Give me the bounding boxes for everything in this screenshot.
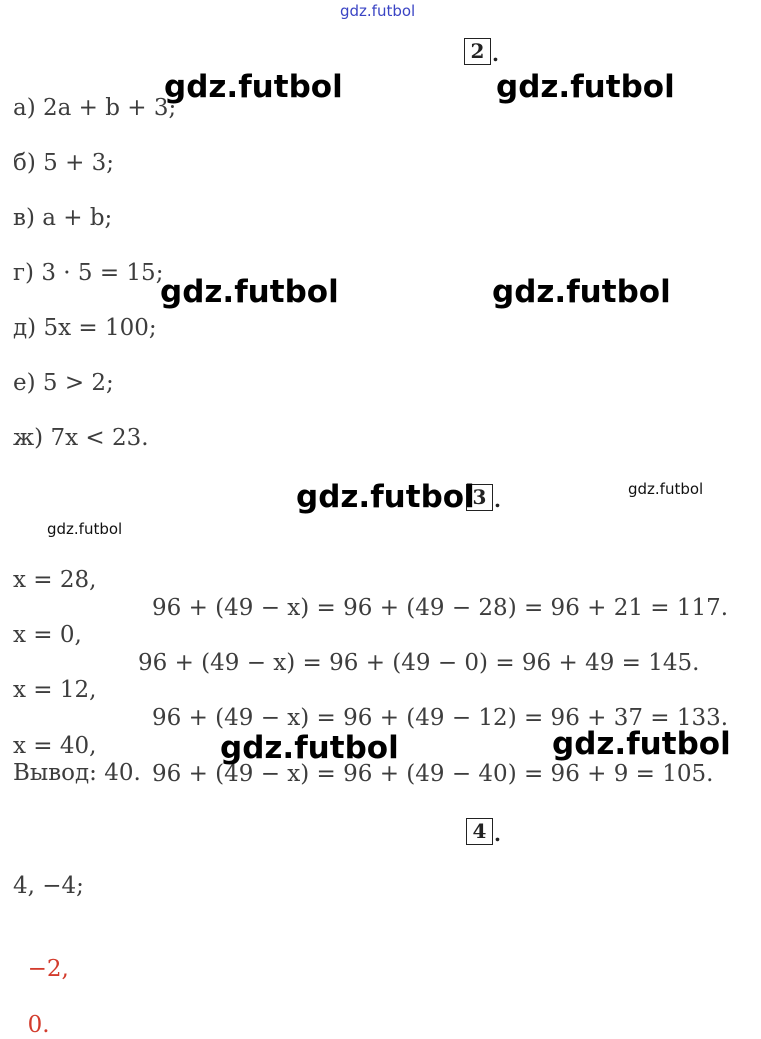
watermark-3: gdz.futbol bbox=[160, 274, 339, 310]
section-2-line-b: б) 5 + 3; bbox=[13, 150, 115, 176]
expression: 96 + (49 − x) = 96 + (49 − 28) = 96 + 21 = 117. bbox=[152, 595, 729, 621]
section-4-line-2 bbox=[13, 927, 69, 1039]
answer-zero: 0. bbox=[27, 1012, 50, 1038]
expression: 96 + (49 − x) = 96 + (49 − 40) = 96 + 9 = 105. bbox=[152, 761, 714, 787]
section-3-conclusion: Вывод: 40. bbox=[13, 760, 141, 786]
watermark-7: gdz.futbol bbox=[47, 520, 123, 538]
watermark-6: gdz.futbol bbox=[628, 480, 704, 498]
section-3-row-1 bbox=[0, 538, 761, 621]
section-2-dot: . bbox=[492, 42, 499, 66]
watermark-1: gdz.futbol bbox=[164, 69, 343, 105]
section-3-row-2 bbox=[0, 593, 761, 676]
expression: 96 + (49 − x) = 96 + (49 − 12) = 96 + 37 = 133. bbox=[152, 705, 729, 731]
section-4-line-1: 4, −4; bbox=[13, 873, 84, 899]
x-value: x = 28, bbox=[13, 567, 97, 593]
section-4-number: 4 bbox=[466, 818, 493, 845]
section-3-dot: . bbox=[494, 488, 501, 512]
answer-neg-two: −2, bbox=[27, 956, 69, 982]
watermark-9: gdz.futbol bbox=[552, 726, 731, 762]
x-value: x = 12, bbox=[13, 677, 97, 703]
section-2-line-v: в) a + b; bbox=[13, 205, 113, 231]
watermark-2: gdz.futbol bbox=[496, 69, 675, 105]
watermark-4: gdz.futbol bbox=[492, 274, 671, 310]
section-3-row-3 bbox=[0, 648, 761, 731]
section-4-dot: . bbox=[494, 822, 501, 846]
section-2-line-e: е) 5 > 2; bbox=[13, 370, 114, 396]
section-3-number: 3 bbox=[466, 484, 493, 511]
watermark-5: gdz.futbol bbox=[296, 479, 475, 515]
watermark-top: gdz.futbol bbox=[340, 2, 416, 20]
x-value: x = 0, bbox=[13, 622, 82, 648]
section-2-line-a: а) 2a + b + 3; bbox=[13, 95, 177, 121]
expression: 96 + (49 − x) = 96 + (49 − 0) = 96 + 49 = 145. bbox=[138, 650, 700, 676]
section-2-line-zh: ж) 7x < 23. bbox=[13, 425, 149, 451]
x-value: x = 40, bbox=[13, 733, 97, 759]
section-2-line-d: д) 5x = 100; bbox=[13, 315, 157, 341]
section-2-number: 2 bbox=[464, 38, 491, 65]
section-2-line-g: г) 3 · 5 = 15; bbox=[13, 260, 164, 286]
watermark-8: gdz.futbol bbox=[220, 730, 399, 766]
